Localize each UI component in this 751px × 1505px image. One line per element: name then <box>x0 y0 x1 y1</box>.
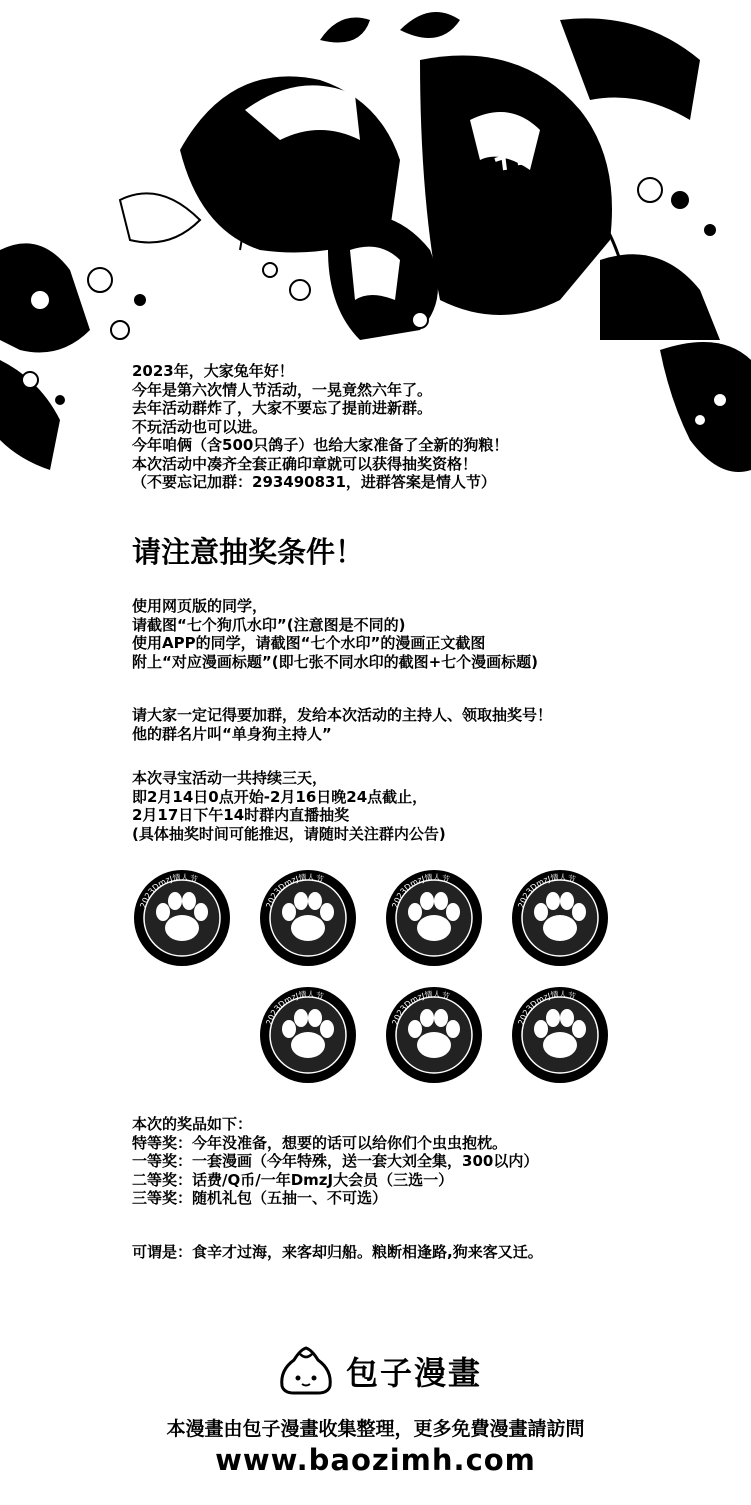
paw-badge-icon <box>384 868 484 968</box>
schedule-block <box>132 769 732 843</box>
condition-line: 附上“对应漫画标题”(即七张不同水印的截图+七个漫画标题) <box>132 652 538 671</box>
intro-line: 今年是第六次情人节活动，一晃竟然六年了。 <box>132 380 433 399</box>
paw-ring-text: 2023DmzJ情人节 <box>390 872 451 910</box>
paw-ring-text: 2023DmzJ情人节 <box>138 872 199 910</box>
prize-line: 三等奖：随机礼包（五抽一、不可选） <box>132 1189 388 1207</box>
paw-badge-icon <box>510 868 610 968</box>
intro-block <box>132 362 732 492</box>
intro-line: 2023年，大家兔年好！ <box>132 362 294 380</box>
group-line: 他的群名片叫“单身狗主持人” <box>132 724 332 743</box>
condition-line: 请截图“七个狗爪水印”(注意图是不同的) <box>132 615 406 634</box>
paw-badge-icon <box>258 868 358 968</box>
schedule-line: 本次寻宝活动一共持续三天， <box>132 769 328 787</box>
paw-badges-row-1 <box>132 868 636 968</box>
closing-line: 可谓是：食辛才过海，来客却归船。粮断相逢路,狗来客又迁。 <box>132 1243 543 1261</box>
prizes-block <box>132 1115 732 1208</box>
schedule-line: 即2月14日0点开始-2月16日晚24点截止， <box>132 787 428 806</box>
intro-line: （不要忘记加群：293490831，进群答案是情人节） <box>132 473 496 491</box>
schedule-line: (具体抽奖时间可能推迟，请随时关注群内公告) <box>132 824 446 843</box>
group-block <box>132 706 732 743</box>
paw-badge-icon <box>258 985 358 1085</box>
prize-line: 本次的奖品如下： <box>132 1115 253 1133</box>
bun-icon <box>278 1346 334 1396</box>
closing-block <box>132 1243 732 1262</box>
intro-line: 去年活动群炸了，大家不要忘了提前进新群。 <box>132 399 433 417</box>
paw-badge-icon <box>384 985 484 1085</box>
paw-badge-icon <box>132 868 232 968</box>
intro-line: 今年咱俩（含500只鸽子）也给大家准备了全新的狗粮！ <box>132 436 509 454</box>
intro-line: 不玩活动也可以进。 <box>132 417 268 436</box>
prize-line: 特等奖：今年没准备，想要的话可以给你们个虫虫抱枕。 <box>132 1133 508 1152</box>
condition-line: 使用APP的同学，请截图“七个水印”的漫画正文截图 <box>132 634 486 652</box>
paw-badges-row-2 <box>258 985 636 1085</box>
paw-ring-text: 2023DmzJ情人节 <box>264 872 325 910</box>
footer-site-link[interactable]: www.baozimh.com <box>215 1443 536 1477</box>
footer-notice: 本漫畫由包子漫畫收集整理，更多免費漫畫請訪問 <box>166 1418 585 1440</box>
condition-line: 使用网页版的同学， <box>132 597 268 615</box>
schedule-line: 2月17日下午14时群内直播抽奖 <box>132 806 350 824</box>
prize-line: 二等奖：话费/Q币/一年DmzJ大会员（三选一） <box>132 1170 454 1189</box>
group-line: 请大家一定记得要加群，发给本次活动的主持人、领取抽奖号！ <box>132 706 553 724</box>
paw-ring-text: 2023DmzJ情人节 <box>390 989 451 1027</box>
footer-logo[interactable] <box>278 1346 482 1396</box>
prize-line: 一等奖：一套漫画（今年特殊，送一套大刘全集，300以内） <box>132 1152 539 1170</box>
paw-ring-text: 2023DmzJ情人节 <box>516 872 577 910</box>
intro-line: 本次活动中凑齐全套正确印章就可以获得抽奖资格！ <box>132 454 478 473</box>
paw-ring-text: 2023DmzJ情人节 <box>516 989 577 1027</box>
lottery-headline: 请注意抽奖条件！ <box>132 535 365 569</box>
conditions-block <box>132 597 732 671</box>
paw-badge-icon <box>510 985 610 1085</box>
brand-name: 包子漫畫 <box>346 1354 483 1392</box>
paw-ring-text: 2023DmzJ情人节 <box>264 989 325 1027</box>
